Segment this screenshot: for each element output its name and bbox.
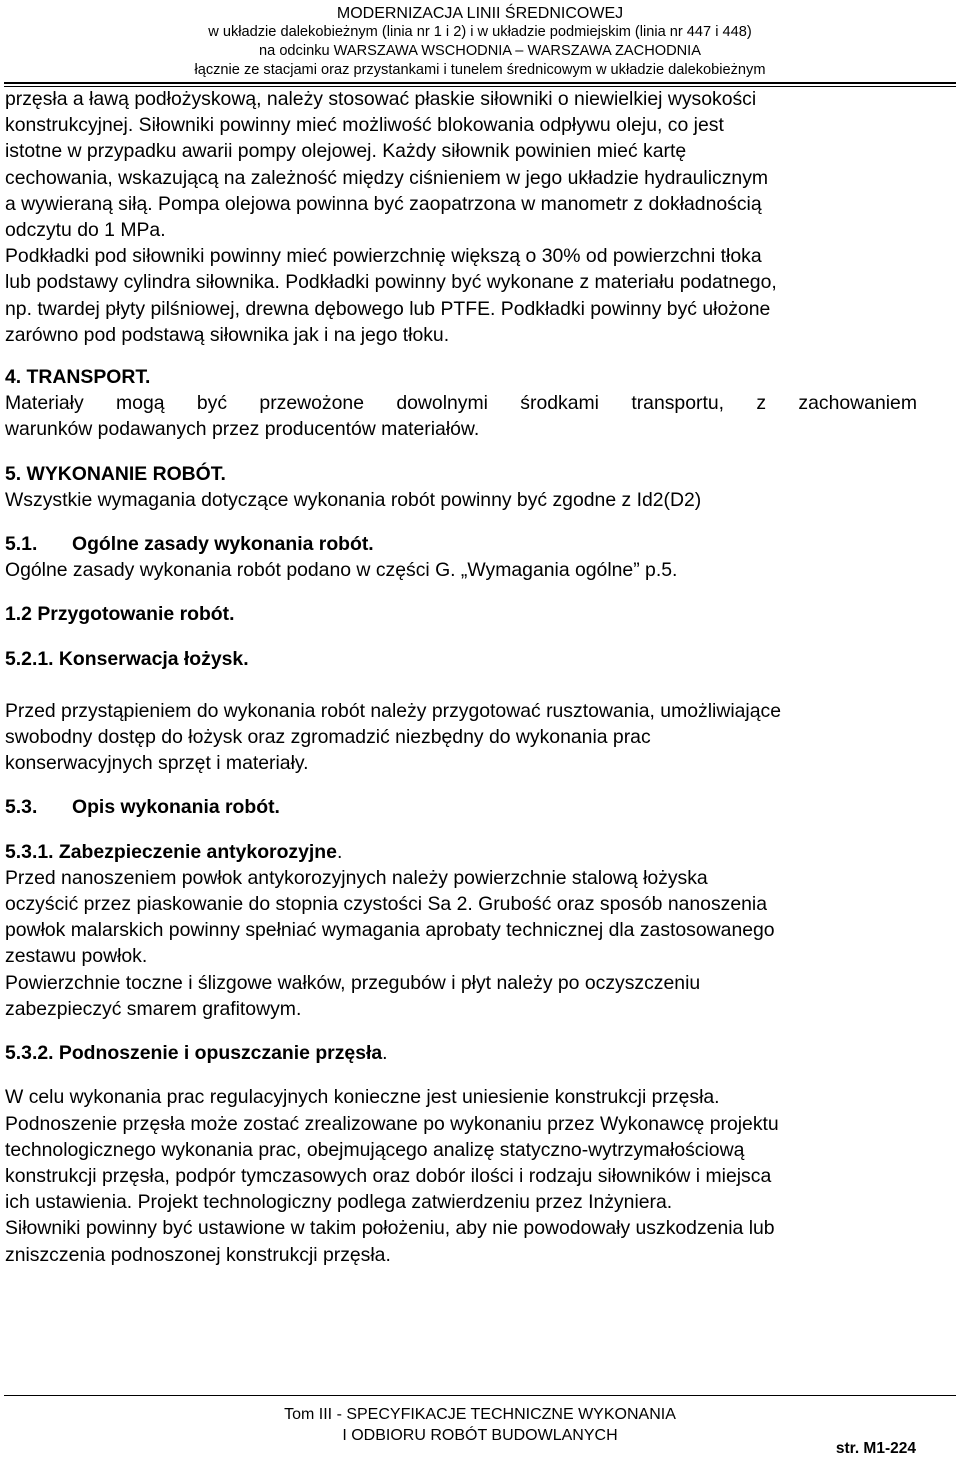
body-line: Wszystkie wymagania dotyczące wykonania robót powinny być zgodne z Id2(D2) [5, 488, 702, 511]
body-line: ich ustawienia. Projekt technologiczny podlega zatwierdzeniu przez Inżyniera. [5, 1191, 673, 1214]
footer-line-1: Tom III - SPECYFIKACJE TECHNICZNE WYKONANIA [284, 1406, 676, 1423]
body-line: zabezpieczyć smarem grafitowym. [5, 997, 302, 1020]
heading-number: 5.3. [5, 796, 38, 819]
body-line: technologicznego wykonania prac, obejmującego analizę statyczno-wytrzymałościową [5, 1138, 745, 1161]
subsection-heading-1-2: 1.2 Przygotowanie robót. [5, 603, 235, 626]
footer-divider [4, 1395, 956, 1396]
heading-title: Opis wykonania robót. [72, 796, 280, 819]
section-heading-wykonanie: 5. WYKONANIE ROBÓT. [5, 462, 226, 485]
body-line: np. twardej płyty pilśniowej, drewna dębowego lub PTFE. Podkładki powinny być ułożone [5, 297, 771, 320]
heading-title: Ogólne zasady wykonania robót. [72, 533, 374, 556]
body-line: warunków podawanych przez producentów materiałów. [5, 418, 480, 441]
body-line: Materiały mogą być przewożone dowolnymi środkami transportu, z zachowaniem [5, 392, 917, 415]
body-line: konserwacyjnych sprzęt i materiały. [5, 752, 309, 775]
body-line: Przed przystąpieniem do wykonania robót należy przygotować rusztowania, umożliwiające [5, 699, 782, 722]
header-line-3: na odcinku WARSZAWA WSCHODNIA – WARSZAWA ZACHODNIA [259, 43, 701, 59]
body-line: Przed nanoszeniem powłok antykorozyjnych należy powierzchnie stalową łożyska [5, 866, 708, 889]
subsection-heading-5-3 [5, 794, 917, 820]
footer-line-2: I ODBIORU ROBÓT BUDOWLANYCH [342, 1427, 618, 1444]
body-line: istotne w przypadku awarii pompy olejowej. Każdy siłownik powinien mieć kartę [5, 140, 687, 163]
subsection-heading-5-3-2: 5.3.2. Podnoszenie i opuszczanie przęsła. [5, 1042, 388, 1065]
body-line: przęsła a ławą podłożyskową, należy stosować płaskie siłowniki o niewielkiej wysokości [5, 88, 757, 110]
body-line: konstrukcji przęsła, podpór tymczasowych oraz dobór ilości i rodzaju siłowników i miejsca [5, 1164, 772, 1187]
body-line: swobodny dostęp do łożysk oraz zgromadzić niezbędny do wykonania prac [5, 726, 651, 749]
body-line: W celu wykonania prac regulacyjnych konieczne jest uniesienie konstrukcji przęsła. [5, 1086, 720, 1109]
body-line: konstrukcyjnej. Siłowniki powinny mieć możliwość blokowania odpływu oleju, co jest [5, 114, 724, 137]
body-line: Powierzchnie toczne i ślizgowe wałków, przegubów i płyt należy po oczyszczeniu [5, 971, 701, 994]
subsection-heading-5-2-1: 5.2.1. Konserwacja łożysk. [5, 647, 249, 670]
page-header [0, 4, 960, 80]
header-line-2: w układzie dalekobieżnym (linia nr 1 i 2) i w układzie podmiejskim (linia nr 447 i 448) [208, 24, 752, 40]
document-body [5, 86, 917, 1268]
subsection-heading-5-3-1: 5.3.1. Zabezpieczenie antykorozyjne. [5, 840, 343, 863]
body-line: zarówno pod podstawą siłownika jak i na jego tłoku. [5, 323, 450, 346]
subsection-heading-5-1 [5, 531, 917, 557]
body-line: zestawu powłok. [5, 945, 148, 968]
body-line: lub podstawy cylindra siłownika. Podkładki powinny być wykonane z materiału podatnego, [5, 271, 777, 294]
body-line: Ogólne zasady wykonania robót podano w części G. „Wymagania ogólne” p.5. [5, 559, 678, 582]
section-heading-transport: 4. TRANSPORT. [5, 366, 151, 389]
body-line: oczyścić przez piaskowanie do stopnia czystości Sa 2. Grubość oraz sposób nanoszenia [5, 893, 768, 916]
body-line: Siłowniki powinny być ustawione w takim położeniu, aby nie powodowały uszkodzenia lub [5, 1217, 775, 1240]
page-number: str. M1-224 [835, 1440, 916, 1457]
body-line: cechowania, wskazującą na zależność między ciśnieniem w jego układzie hydraulicznym [5, 166, 769, 189]
header-title: MODERNIZACJA LINII ŚREDNICOWEJ [336, 5, 624, 22]
body-line: odczytu do 1 MPa. [5, 219, 166, 242]
body-line: zniszczenia podnoszonej konstrukcji przęsła. [5, 1243, 391, 1266]
body-line: Podnoszenie przęsła może zostać zrealizowane po wykonaniu przez Wykonawcę projektu [5, 1112, 779, 1135]
body-line: Podkładki pod siłowniki powinny mieć powierzchnię większą o 30% od powierzchni tłoka [5, 245, 762, 268]
body-line: powłok malarskich powinny spełniać wymagania aprobaty technicznej dla zastosowanego [5, 919, 775, 942]
page-footer [0, 1404, 960, 1446]
heading-number: 5.1. [5, 533, 38, 556]
body-line: a wywieraną siłą. Pompa olejowa powinna być zaopatrzona w manometr z dokładnością [5, 192, 762, 215]
header-divider [4, 82, 956, 84]
header-line-4: łącznie ze stacjami oraz przystankami i tunelem średnicowym w układzie dalekobieżnym [194, 62, 766, 78]
